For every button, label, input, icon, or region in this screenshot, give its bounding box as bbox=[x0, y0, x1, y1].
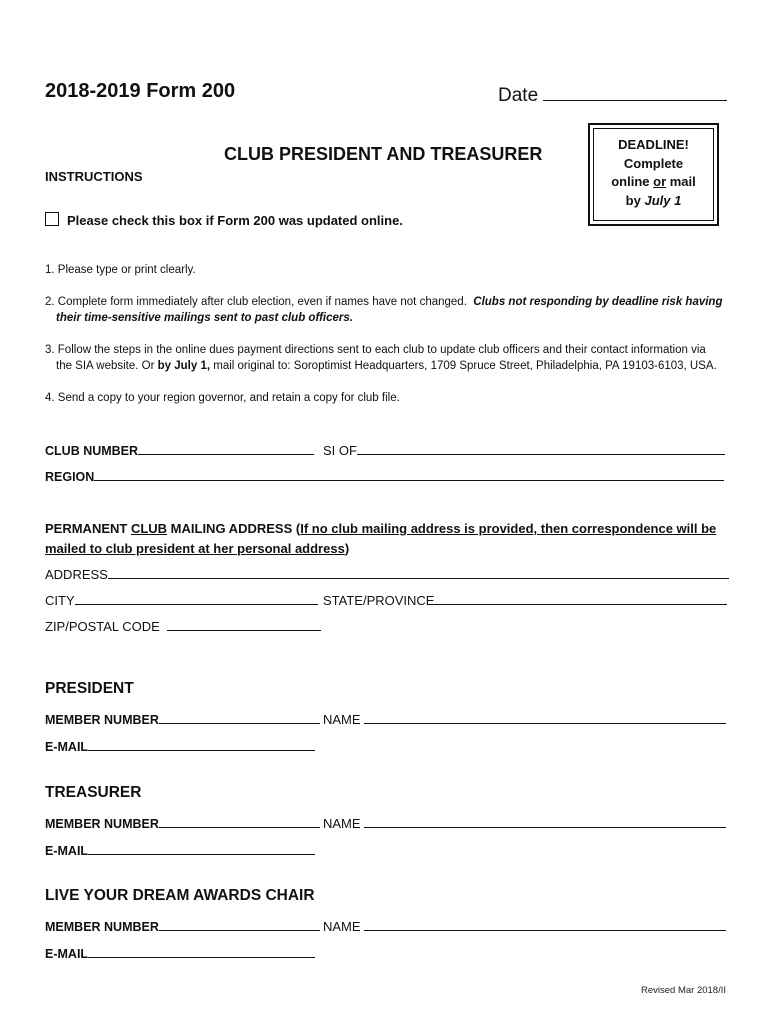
deadline-line3: online or mail bbox=[611, 174, 696, 189]
ldr-chair-member-number-label: MEMBER NUMBER bbox=[45, 920, 159, 934]
address-input[interactable] bbox=[108, 564, 729, 579]
president-email-field bbox=[45, 736, 315, 756]
zip-input[interactable] bbox=[167, 616, 321, 631]
date-label: Date bbox=[498, 85, 539, 106]
region-input[interactable] bbox=[94, 466, 724, 481]
treasurer-email-label: E-MAIL bbox=[45, 844, 89, 858]
si-of-label: SI OF bbox=[323, 443, 357, 458]
treasurer-heading: TREASURER bbox=[45, 784, 142, 801]
instruction-4: 4. Send a copy to your region governor, and retain a copy for club file. bbox=[45, 392, 400, 404]
deadline-line2: Complete bbox=[623, 155, 684, 171]
state-input[interactable] bbox=[434, 590, 727, 605]
president-email-input[interactable] bbox=[88, 736, 315, 751]
ldr-chair-member-number-input[interactable] bbox=[159, 916, 320, 931]
region-field bbox=[45, 466, 724, 486]
president-member-number-input[interactable] bbox=[159, 709, 320, 724]
treasurer-member-number-label: MEMBER NUMBER bbox=[45, 817, 159, 831]
state-label: STATE/PROVINCE bbox=[323, 593, 435, 608]
president-member-number-label: MEMBER NUMBER bbox=[45, 713, 159, 727]
deadline-title: DEADLINE! bbox=[618, 137, 689, 152]
zip-field bbox=[45, 616, 321, 634]
president-name-field bbox=[323, 709, 726, 727]
club-number-input[interactable] bbox=[138, 440, 314, 455]
address-field bbox=[45, 564, 729, 582]
revision-note: Revised Mar 2018/II bbox=[640, 985, 726, 996]
si-of-input[interactable] bbox=[357, 440, 725, 455]
region-label: REGION bbox=[45, 470, 95, 484]
instruction-2: 2. Complete form immediately after club election, even if names have not changed. Clubs not responding by deadline risk having their time-sensitive mailings sent to past club officers. bbox=[45, 296, 723, 324]
city-input[interactable] bbox=[75, 590, 318, 605]
president-name-label: NAME bbox=[323, 712, 361, 727]
city-label: CITY bbox=[45, 593, 75, 608]
treasurer-email-field bbox=[45, 840, 315, 860]
president-heading: PRESIDENT bbox=[45, 680, 134, 697]
main-title: CLUB PRESIDENT AND TREASURER bbox=[224, 144, 543, 164]
treasurer-email-input[interactable] bbox=[88, 840, 315, 855]
deadline-line4: by July 1 bbox=[625, 192, 682, 208]
president-email-label: E-MAIL bbox=[45, 740, 89, 754]
ldr-chair-email-label: E-MAIL bbox=[45, 947, 89, 961]
online-update-checkbox[interactable] bbox=[45, 212, 59, 226]
ldr-chair-heading: LIVE YOUR DREAM AWARDS CHAIR bbox=[45, 887, 315, 904]
president-member-number-field bbox=[45, 709, 320, 729]
ldr-chair-email-input[interactable] bbox=[88, 943, 315, 958]
instructions-label: INSTRUCTIONS bbox=[45, 169, 143, 184]
date-field bbox=[498, 81, 727, 107]
form-title: 2018-2019 Form 200 bbox=[45, 80, 236, 102]
ldr-chair-name-label: NAME bbox=[323, 919, 361, 934]
treasurer-name-label: NAME bbox=[323, 816, 361, 831]
deadline-box bbox=[588, 123, 719, 226]
treasurer-name-input[interactable] bbox=[364, 813, 726, 828]
mailing-address-heading: PERMANENT CLUB MAILING ADDRESS (If no club mailing address is provided, then correspondence will be mailed to club president at her personal address) bbox=[45, 521, 717, 556]
ldr-chair-name-field bbox=[323, 916, 726, 934]
checkbox-label: Please check this box if Form 200 was updated online. bbox=[67, 213, 403, 228]
president-name-input[interactable] bbox=[364, 709, 726, 724]
instruction-3: 3. Follow the steps in the online dues payment directions sent to each club to update club officers and their contact information via the SIA website. Or by July 1, mail original to: Soroptimist Headquarters, 1709 Spruce Street, Philadelphia, PA 19103-6103, USA. bbox=[45, 344, 717, 372]
online-update-checkbox-row bbox=[45, 212, 403, 228]
ldr-chair-member-number-field bbox=[45, 916, 320, 936]
date-input-line[interactable] bbox=[543, 81, 727, 101]
club-number-field bbox=[45, 440, 314, 460]
club-number-label: CLUB NUMBER bbox=[45, 444, 139, 458]
treasurer-name-field bbox=[323, 813, 726, 831]
zip-label: ZIP/POSTAL CODE bbox=[45, 619, 160, 634]
instruction-1: 1. Please type or print clearly. bbox=[45, 264, 196, 276]
ldr-chair-name-input[interactable] bbox=[364, 916, 726, 931]
ldr-chair-email-field bbox=[45, 943, 315, 963]
treasurer-member-number-input[interactable] bbox=[159, 813, 320, 828]
si-of-field bbox=[323, 440, 725, 458]
address-label: ADDRESS bbox=[45, 567, 108, 582]
state-field bbox=[323, 590, 727, 608]
city-field bbox=[45, 590, 318, 608]
treasurer-member-number-field bbox=[45, 813, 320, 833]
